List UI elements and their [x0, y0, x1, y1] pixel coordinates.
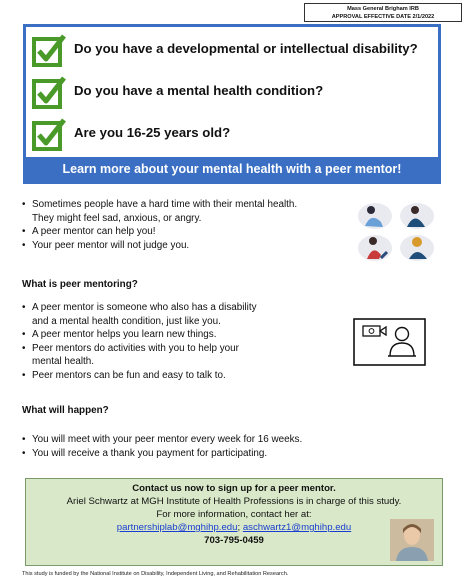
question-row	[26, 117, 438, 159]
checkbox-checked-icon	[32, 75, 66, 109]
email-link[interactable]: partnershiplab@mghihp.edu	[116, 522, 238, 533]
question-row	[26, 33, 438, 75]
list-item: • Peer mentors do activities with you to help your	[22, 342, 257, 356]
list-item-continuation: They might feel sad, anxious, or angry.	[32, 212, 202, 224]
list-item: • Sometimes people have a hard time with their mental health.	[22, 198, 297, 212]
list-item: • A peer mentor can help you!	[22, 225, 297, 239]
email-link[interactable]: aschwartz1@mghihp.edu	[242, 522, 352, 533]
checkbox-checked-icon	[32, 33, 66, 67]
contact-info-prompt: For more information, contact her at:	[156, 509, 312, 520]
question-text: Do you have a mental health condition?	[74, 83, 324, 98]
email-separator: ;	[237, 522, 241, 533]
hero-box	[23, 24, 441, 184]
irb-approval-date: APPROVAL EFFECTIVE DATE 2/1/2022	[331, 14, 435, 20]
question-text: Are you 16-25 years old?	[74, 125, 231, 140]
what-will-happen-list	[22, 433, 302, 460]
checkbox-checked-icon	[32, 117, 66, 151]
video-call-icon	[353, 318, 426, 366]
list-item: • Peer mentors can be fun and easy to talk to.	[22, 369, 257, 383]
list-item: • A peer mentor helps you learn new things.	[22, 328, 257, 342]
question-text: Do you have a developmental or intellectual disability?	[74, 41, 418, 56]
section-heading: What is peer mentoring?	[22, 279, 138, 290]
question-row	[26, 75, 438, 117]
contact-box	[25, 478, 443, 566]
list-item: • Your peer mentor will not judge you.	[22, 239, 297, 253]
funding-footer: This study is funded by the National Institute on Disability, Independent Living, and Rehabilitation Research.	[22, 571, 289, 577]
list-item: • A peer mentor is someone who also has a disability	[22, 301, 257, 315]
avatar	[390, 519, 434, 561]
contact-investigator: Ariel Schwartz at MGH Institute of Health Professions is in charge of this study.	[66, 496, 402, 507]
mood-figures-icon	[357, 200, 439, 264]
list-item: • You will meet with your peer mentor every week for 16 weeks.	[22, 433, 302, 447]
list-item-continuation: mental health.	[32, 356, 95, 367]
contact-emails	[26, 521, 442, 534]
intro-list	[22, 198, 297, 252]
contact-headline: Contact us now to sign up for a peer mentor.	[132, 483, 336, 494]
peer-mentoring-list	[22, 301, 257, 382]
irb-approval-stamp	[304, 3, 462, 22]
section-heading: What will happen?	[22, 405, 109, 416]
hero-banner: Learn more about your mental health with a peer mentor!	[26, 157, 438, 181]
list-item-continuation: and a mental health condition, just like you.	[32, 315, 221, 327]
contact-phone: 703-795-0459	[204, 535, 264, 546]
irb-name: Mass General Brigham IRB	[347, 6, 419, 12]
list-item: • You will receive a thank you payment for participating.	[22, 447, 302, 461]
